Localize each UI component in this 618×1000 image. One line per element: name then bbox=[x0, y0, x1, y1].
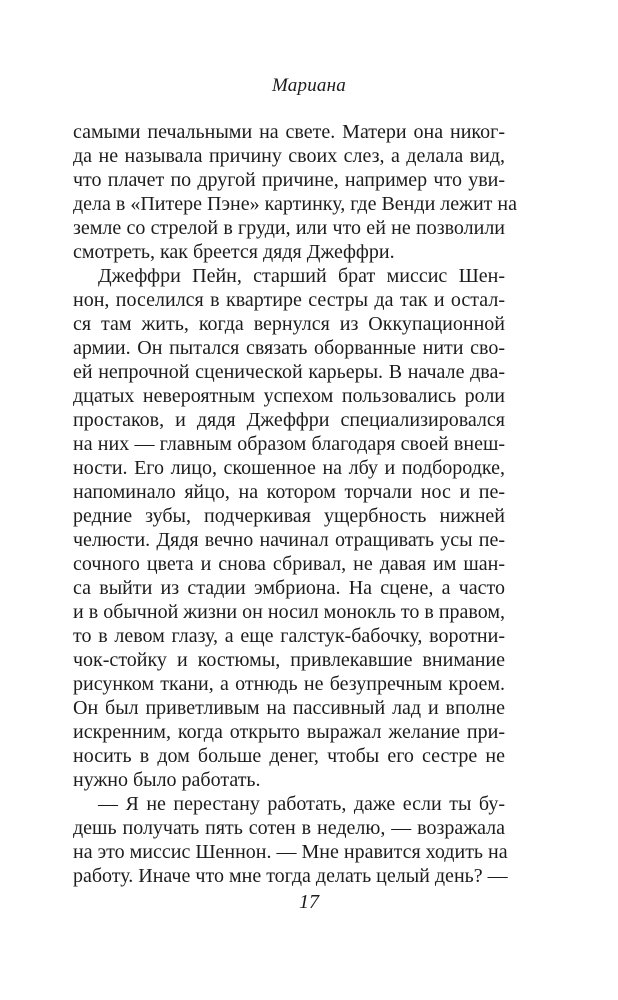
text-line: са выйти из стадии эмбриона. На сцене, а часто bbox=[73, 577, 505, 599]
text-line: — Я не перестану работать, даже если ты бу- bbox=[98, 793, 505, 815]
text-line: Он был приветливым на пассивный лад и вполне bbox=[73, 697, 505, 719]
text-line: редние зубы, подчеркивая ущербность нижней bbox=[73, 505, 505, 527]
text-line: на них — главным образом благодаря своей внеш- bbox=[73, 433, 505, 455]
text-line: ности. Его лицо, скошенное на лбу и подбородке, bbox=[73, 457, 505, 479]
text-line: что плачет по другой причине, например что уви- bbox=[73, 169, 505, 191]
page-number: 17 bbox=[299, 891, 319, 913]
text-line: работу. Иначе что мне тогда делать целый день? — bbox=[73, 865, 508, 887]
text-line: то в левом глазу, а еще галстук-бабочку, воротни- bbox=[73, 625, 505, 647]
text-line: ся там жить, когда вернулся из Оккупационной bbox=[73, 313, 505, 335]
text-line: ей непрочной сценической карьеры. В начале два- bbox=[73, 361, 505, 383]
running-head: Мариана bbox=[272, 75, 346, 96]
text-line: земле со стрелой в груди, или что ей не позволили bbox=[73, 217, 505, 239]
text-line: нон, поселился в квартире сестры да так и остал- bbox=[73, 289, 505, 311]
text-line: сочного цвета и снова сбривал, не давая им шан- bbox=[73, 553, 505, 575]
text-line: и в обычной жизни он носил монокль то в правом, bbox=[73, 601, 505, 623]
text-line: самыми печальными на свете. Матери она никог- bbox=[73, 121, 505, 143]
text-line: искренним, когда открыто выражал желание при- bbox=[73, 721, 505, 743]
text-line: смотреть, как бреется дядя Джеффри. bbox=[73, 241, 395, 263]
text-line: рисунком ткани, а отнюдь не безупречным кроем. bbox=[73, 673, 505, 695]
text-line: на это миссис Шеннон. — Мне нравится ходить на bbox=[73, 841, 508, 863]
text-line: челюсти. Дядя вечно начинал отращивать усы пе- bbox=[73, 529, 505, 551]
text-line: Джеффри Пейн, старший брат миссис Шен- bbox=[98, 265, 505, 287]
text-line: носить в дом больше денег, чтобы его сестре не bbox=[73, 745, 505, 767]
text-line: да не называла причину своих слез, а делала вид, bbox=[73, 145, 505, 167]
body-text bbox=[73, 120, 517, 888]
text-line: напоминало яйцо, на котором торчали нос и пе- bbox=[73, 481, 505, 503]
text-line: чок-стойку и костюмы, привлекавшие внимание bbox=[73, 649, 505, 671]
text-line: дешь получать пять сотен в неделю, — возражала bbox=[73, 817, 505, 839]
text-line: простаков, и дядя Джеффри специализировался bbox=[73, 409, 505, 431]
text-line: дела в «Питере Пэне» картинку, где Венди лежит на bbox=[73, 193, 517, 215]
text-line: армии. Он пытался связать оборванные нити сво- bbox=[73, 337, 505, 359]
text-line: нужно было работать. bbox=[73, 769, 261, 791]
text-line: дцатых невероятным успехом пользовались роли bbox=[73, 385, 505, 407]
